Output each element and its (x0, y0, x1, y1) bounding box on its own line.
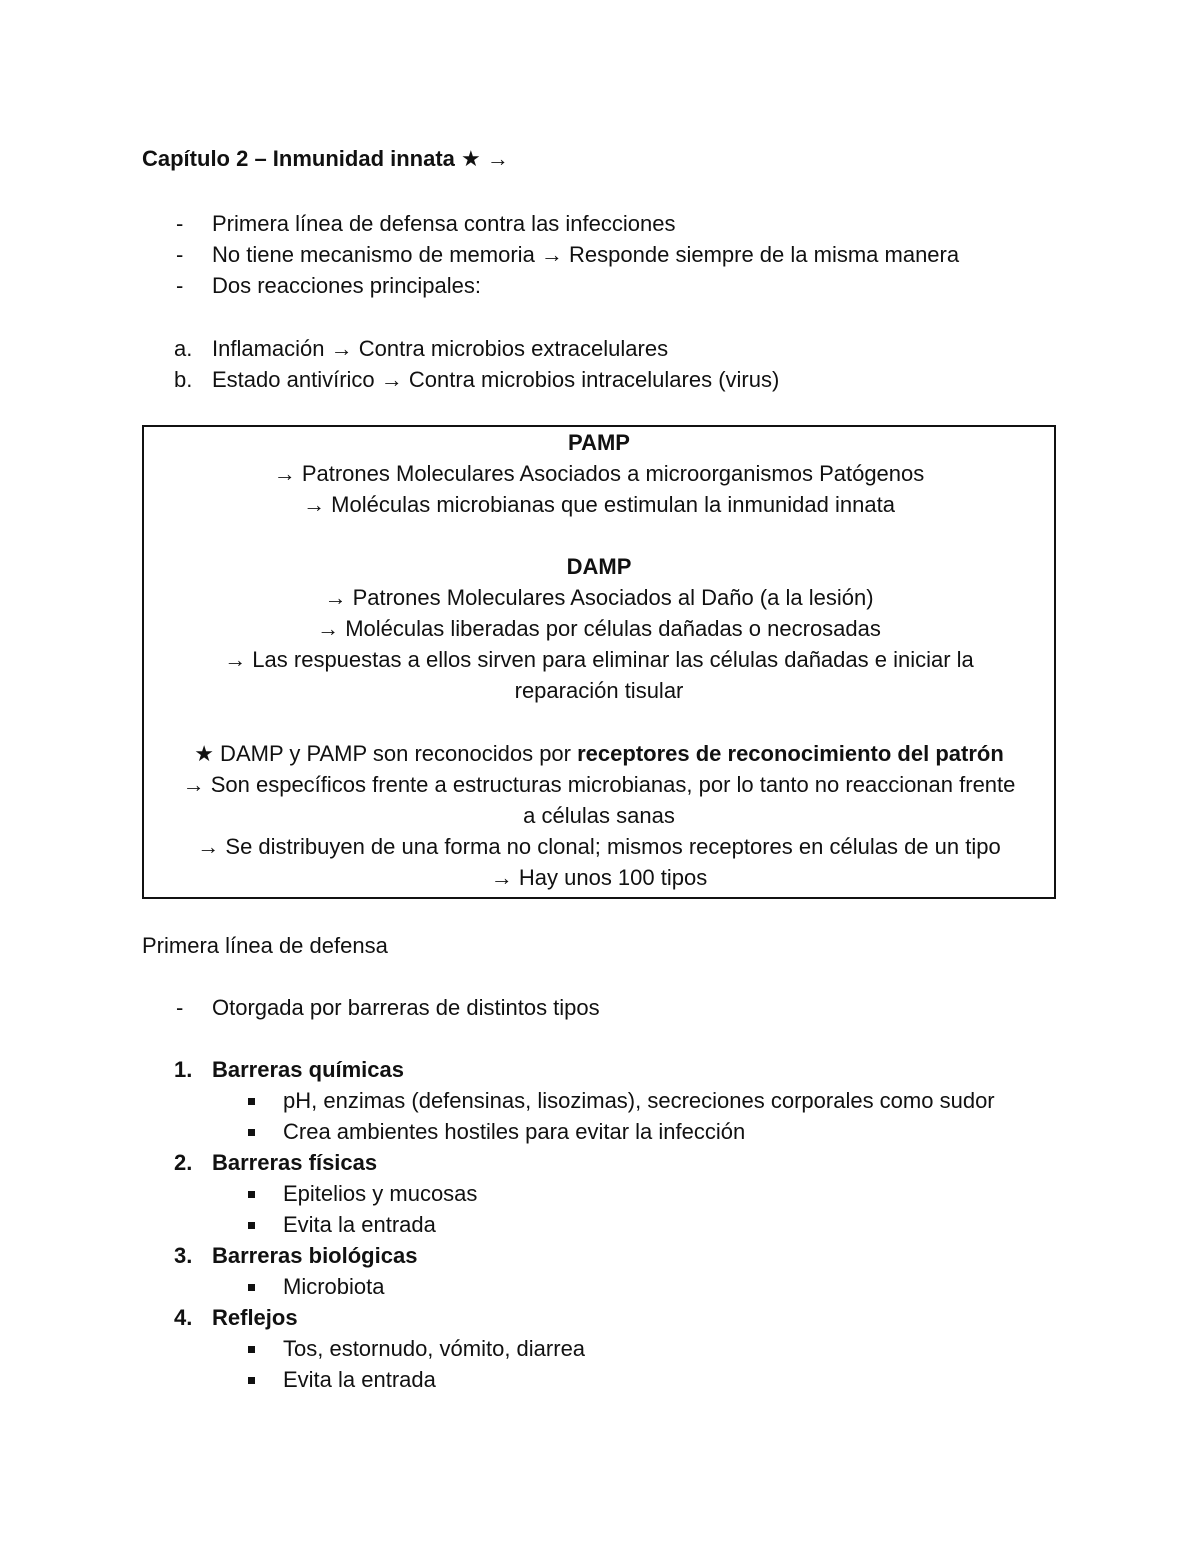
letter-marker: b. (174, 367, 193, 392)
square-bullet-icon (248, 1129, 255, 1136)
barrier-item: pH, enzimas (defensinas, lisozimas), secreciones corporales como sudor (283, 1088, 995, 1113)
dash-marker: - (176, 273, 184, 298)
receptor-line: → Se distribuyen de una forma no clonal; mismos receptores en células de un tipo (197, 834, 1001, 859)
barrier-title: Barreras físicas (212, 1150, 378, 1175)
barrier-item: Epitelios y mucosas (283, 1181, 478, 1206)
star-line-bold: receptores de reconocimiento del patrón (577, 741, 1004, 766)
square-bullet-icon (248, 1191, 255, 1198)
damp-line: → Las respuestas a ellos sirven para eliminar las células dañadas e iniciar la (224, 647, 974, 672)
barrier-item: Evita la entrada (283, 1212, 436, 1237)
square-bullet-icon (248, 1098, 255, 1105)
letter-marker: a. (174, 336, 193, 361)
barrier-number: 3. (174, 1243, 193, 1268)
square-bullet-icon (248, 1377, 255, 1384)
damp-line: → Patrones Moleculares Asociados al Daño (a la lesión) (324, 585, 874, 610)
page-title: Capítulo 2 – Inmunidad innata ★ → (142, 146, 509, 171)
list-item: Dos reacciones principales: (212, 273, 482, 298)
pamp-title: PAMP (568, 430, 630, 455)
reaction-item: Estado antivírico → Contra microbios intracelulares (virus) (212, 367, 780, 392)
dash-marker: - (176, 995, 184, 1020)
barrier-item: Microbiota (283, 1274, 385, 1299)
section-title: Primera línea de defensa (142, 933, 388, 958)
dash-marker: - (176, 211, 184, 236)
barrier-item: Tos, estornudo, vómito, diarrea (283, 1336, 586, 1361)
reaction-item: Inflamación → Contra microbios extracelulares (212, 336, 669, 361)
square-bullet-icon (248, 1284, 255, 1291)
square-bullet-icon (248, 1222, 255, 1229)
pamp-damp-box (142, 425, 1056, 899)
barrier-number: 2. (174, 1150, 193, 1175)
star-line (144, 738, 1054, 769)
barrier-title: Reflejos (212, 1305, 298, 1330)
receptor-line: a células sanas (523, 803, 675, 828)
barrier-item: Evita la entrada (283, 1367, 436, 1392)
star-line-prefix: ★ DAMP y PAMP son reconocidos por (194, 741, 578, 766)
damp-title: DAMP (566, 554, 632, 579)
square-bullet-icon (248, 1346, 255, 1353)
barrier-title: Barreras biológicas (212, 1243, 418, 1268)
pamp-line: → Patrones Moleculares Asociados a microorganismos Patógenos (273, 461, 925, 486)
barrier-number: 4. (174, 1305, 193, 1330)
list-item: No tiene mecanismo de memoria → Responde siempre de la misma manera (212, 242, 960, 267)
barrier-number: 1. (174, 1057, 193, 1082)
dash-marker: - (176, 242, 184, 267)
receptor-line: → Hay unos 100 tipos (490, 865, 708, 890)
list-item: Otorgada por barreras de distintos tipos (212, 995, 600, 1020)
receptor-line: → Son específicos frente a estructuras microbianas, por lo tanto no reaccionan frente (182, 772, 1016, 797)
pamp-line: → Moléculas microbianas que estimulan la inmunidad innata (303, 492, 895, 517)
damp-line: reparación tisular (514, 678, 684, 703)
list-item: Primera línea de defensa contra las infecciones (212, 211, 676, 236)
barrier-item: Crea ambientes hostiles para evitar la infección (283, 1119, 746, 1144)
damp-line: → Moléculas liberadas por células dañadas o necrosadas (317, 616, 881, 641)
barrier-title: Barreras químicas (212, 1057, 404, 1082)
